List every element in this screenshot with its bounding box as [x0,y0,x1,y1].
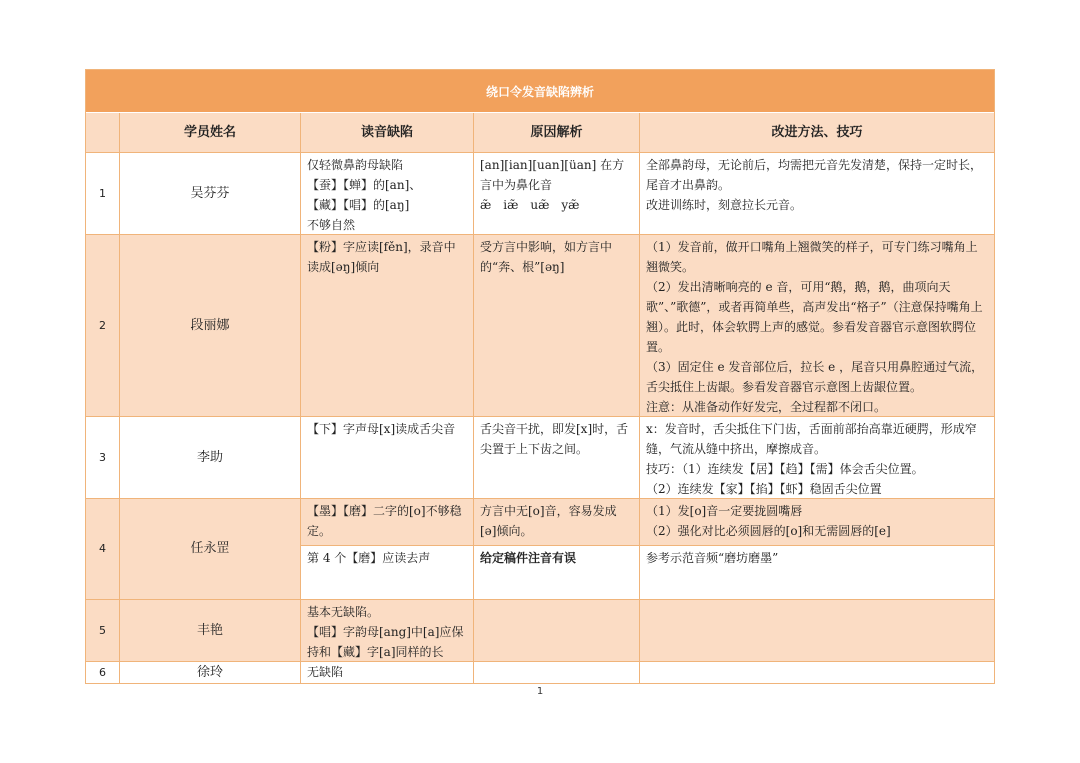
row2-method-line: （2）发出清晰响亮的 e 音，可用“鹅，鹅，鹅，曲项向天歌”、”歌德”，或者再简单些，高声发出“格子”（注意保持嘴角上翘）。此时，体会软腭上声的感觉。参看发音器官示意图软腭位置。 [646,280,983,354]
header-defect: 读音缺陷 [301,113,474,153]
row4-defect-line: 【墨】【磨】二字的[o]不够稳定。 [307,504,462,538]
row3-method-line: x：发音时，舌尖抵住下门齿，舌面前部抬高靠近硬腭，形成窄缝，气流从缝中挤出，摩擦成音。 [646,422,977,456]
row3-method [640,417,994,499]
row4-name: 任永罡 [120,499,301,600]
row4-method-line: （2）强化对比必须圆唇的[o]和无需圆唇的[e] [646,524,891,538]
row3-defect [301,417,474,499]
row1-method-line: 改进训练时，刻意拉长元音。 [646,198,803,212]
row1-name: 吴芬芬 [120,153,301,235]
row1-method-line: 全部鼻韵母，无论前后，均需把元音先发清楚，保持一定时长，尾音才出鼻韵。 [646,158,983,192]
row1-cause [474,153,640,235]
row1-defect [301,153,474,235]
row1-cause-ipa: æ̃ iæ̃ uæ̃ yæ̃ [480,198,580,212]
row6-defect-line: 无缺陷 [307,665,344,679]
row5-name: 丰艳 [120,600,301,662]
table-title: 绕口令发音缺陷辨析 [86,70,994,113]
row1-defect-line: 不够自然 [307,218,356,232]
row4-cause [474,499,640,546]
row3-cause-line: 舌尖音干扰，即发[x]时，舌尖置于上下齿之间。 [480,422,629,456]
row2-defect [301,235,474,417]
row4-cause-2 [474,546,640,600]
row1-defect-line: 【藏】【唱】的[aŋ] [307,198,410,212]
row6-method [640,662,994,683]
row4-defect-2 [301,546,474,600]
row3-defect-line: 【下】字声母[x]读成舌尖音 [307,422,456,436]
row2-cause [474,235,640,417]
row3-method-line: （2）连续发【家】【掐】【虾】稳固舌尖位置 [646,482,882,496]
row2-method-line: （1）发音前，做开口嘴角上翘微笑的样子，可专门练习嘴角上翘微笑。 [646,240,978,274]
row3-name: 李助 [120,417,301,499]
row5-num: 5 [86,600,120,662]
row1-method [640,153,994,235]
row4-method-line: （1）发[o]音一定要拢圆嘴唇 [646,504,803,518]
row2-defect-line: 【粉】字应读[fěn]，录音中读成[əŋ]倾向 [307,240,456,274]
header-name: 学员姓名 [120,113,301,153]
analysis-table [85,69,995,684]
row4-defect [301,499,474,546]
row4-method-2 [640,546,994,600]
row2-cause-line: 受方言中影响，如方言中的“奔、根”[əŋ] [480,240,613,274]
row4-method2-line: 参考示范音频“磨坊磨墨” [646,551,779,565]
row4-num: 4 [86,499,120,600]
row1-cause-line: [an][ian][uan][üan] 在方言中为鼻化音 [480,158,625,192]
row2-method [640,235,994,417]
page-number: 1 [536,686,544,697]
row2-num: 2 [86,235,120,417]
row6-num: 6 [86,662,120,683]
row4-cause-line: 方言中无[o]音，容易发成[ə]倾向。 [480,504,617,538]
row5-method [640,600,994,662]
row2-name: 段丽娜 [120,235,301,417]
row6-defect [301,662,474,683]
header-cause: 原因解析 [474,113,640,153]
row4-method [640,499,994,546]
row1-defect-line: 仅轻微鼻韵母缺陷 [307,158,404,172]
header-index [86,113,120,153]
row2-method-line: （3）固定住 e 发音部位后，拉长 e ，尾音只用鼻腔通过气流，舌尖抵住上齿龈。参看发音器官示意图上齿龈位置。 [646,360,984,394]
row5-defect [301,600,474,662]
row3-num: 3 [86,417,120,499]
row5-defect-line: 【唱】字韵母[ang]中[a]应保持和【藏】字[a]同样的长 [307,625,464,659]
row1-defect-line: 【蚕】【蝉】的[an]、 [307,178,422,192]
header-method: 改进方法、技巧 [640,113,994,153]
row3-cause [474,417,640,499]
row6-cause [474,662,640,683]
table-grid [86,113,994,683]
row6-name: 徐玲 [120,662,301,683]
row5-cause [474,600,640,662]
row4-cause2-line: 给定稿件注音有误 [480,551,577,565]
row1-num: 1 [86,153,120,235]
row5-defect-line: 基本无缺陷。 [307,605,380,619]
row2-method-line: 注意：从准备动作好发完，全过程都不闭口。 [646,400,887,414]
row4-defect2-line: 第 4 个【磨】应读去声 [307,551,431,565]
row3-method-line: 技巧：（1）连续发【居】【趋】【需】体会舌尖位置。 [646,462,924,476]
